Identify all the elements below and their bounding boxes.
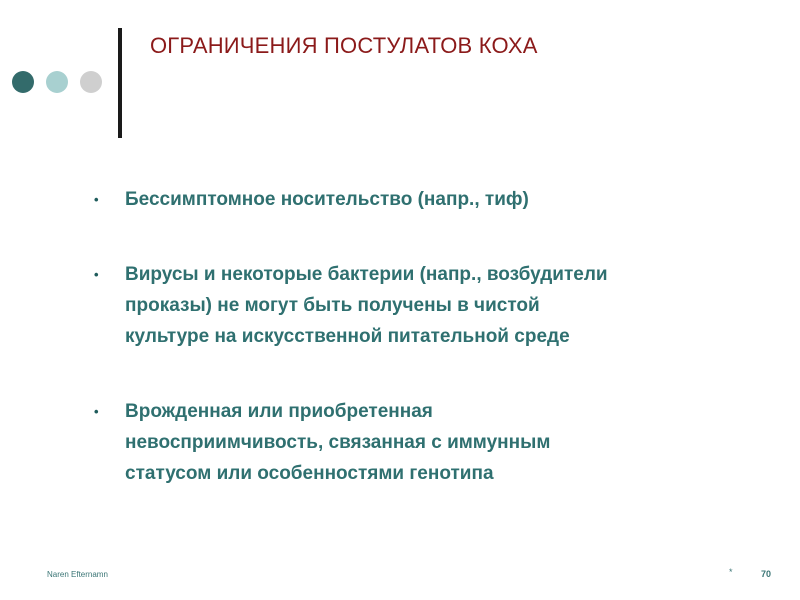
footer-page-number: 70 [761,569,772,579]
bullet-list [90,184,770,489]
bullet-text-line: Вирусы и некоторые бактерии (напр., возбудители [125,264,608,285]
bullet-item [90,184,770,215]
bullet-marker: • [94,192,99,207]
footer-author: Naren Efternamn [47,570,108,579]
bullet-text-line: Бессимптомное носительство (напр., тиф) [125,189,529,210]
bullet-item [90,259,770,352]
vertical-divider [118,28,122,138]
slide-title: ОГРАНИЧЕНИЯ ПОСТУЛАТОВ КОХА [150,33,538,58]
dark-circle-icon [12,71,34,93]
bullet-marker: • [94,267,99,282]
bullet-item [90,396,770,489]
light-circle-icon [46,71,68,93]
bullet-marker: • [94,404,99,419]
gray-circle-icon [80,71,102,93]
decorative-dots [12,71,104,95]
bullet-text-line: невосприимчивость, связанная с иммунным [125,432,551,453]
footer-star-mark: * [729,567,733,577]
bullet-text-line: статусом или особенностями генотипа [125,463,494,484]
bullet-text-line: проказы) не могут быть получены в чистой [125,295,540,316]
bullet-text-line: культуре на искусственной питательной среде [125,326,570,347]
bullet-text-line: Врожденная или приобретенная [125,401,433,422]
